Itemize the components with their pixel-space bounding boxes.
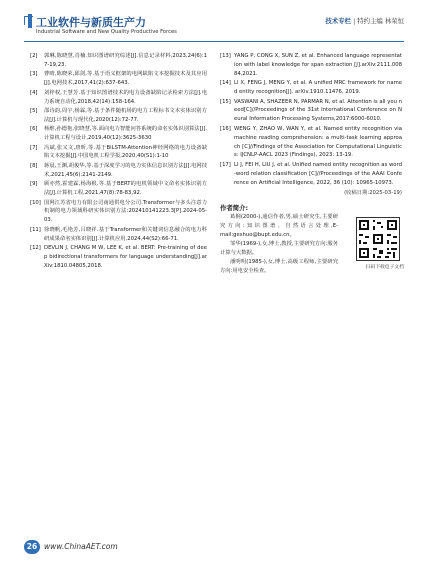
reference-number: [15] (220, 98, 231, 105)
author-bio: 潘明明(1985-),女,博士,高级工程师,主要研究方向:用电安全检查。 (220, 258, 338, 274)
author-section-title: 作者简介: (220, 203, 249, 212)
reference-number: [14] (220, 80, 231, 87)
reference-number: [13] (220, 53, 231, 59)
header-right (326, 16, 404, 25)
reference-text: 顾亦然,霍建霖,杨海根,等.基于BERT的电机领域中文命名实体识别方法[J].计算机工程,2021,47(8):78-83,92. (44, 181, 207, 197)
reference-item (220, 79, 402, 97)
received-date: (收稿日期:2025-03-19) (344, 189, 402, 196)
reference-item (220, 125, 402, 161)
header-rule (24, 41, 404, 42)
reference-item (30, 70, 207, 88)
reference-item (30, 226, 207, 244)
author-bio: 邹华(1969-),女,博士,教授,主要研究方向:服务计算与大数据。 (220, 240, 338, 256)
reference-text: LI X, FENG J, MENG Y, et al. A unified MRC framework for named entity recognition[J]. arXiv.1910.11476, 2019. (234, 80, 402, 96)
reference-text: WENG Y, ZHAO W, WAN Y, et al. Named entity recognition via machine reading comprehension: a multi-task learning approach [C]//Findings of the Association for Computational Linguistics: IJCNLP-AACL 2023 (Findings), 2023: 13-19. (234, 125, 402, 159)
reference-number: [12] (30, 245, 41, 252)
column-title: 工业软件与新质生产力 (36, 16, 146, 29)
reference-number: [7] (30, 144, 38, 151)
reference-item (30, 89, 207, 107)
reference-number: [11] (30, 226, 41, 233)
reference-number: [4] (30, 89, 38, 96)
reference-text: 国网江苏省电力有限公司南通供电分公司.Transformer与多头注意力机制的电力领域科研实体识别方法:202410141223.3[P].2024-05-03. (44, 199, 207, 224)
reference-item (30, 162, 207, 180)
reference-item (30, 107, 207, 125)
reference-item (220, 98, 402, 125)
reference-number: [9] (30, 181, 38, 188)
reference-number: [3] (30, 71, 38, 78)
author-bios (220, 213, 338, 276)
qr-code-icon[interactable] (356, 217, 400, 261)
qr-caption: 扫码下载电子文档 (365, 264, 404, 270)
reference-number: [2] (30, 53, 38, 59)
reference-text: 冯斌,张又文,唐昕,等.基于BiLSTM-Attention神经网络的电力设备缺陷文本挖掘[J].中国电机工程学报,2020,40(S1):1-10 (44, 144, 207, 160)
column-subtitle: Industrial Software and New Quality Productive Forces (36, 29, 177, 35)
reference-text: DEVLIN J, CHANG M W, LEE K, et al. BERT: Pre-training of deep bidirectional transformers for language understanding[J].arXiv:1810.04805,2018. (44, 245, 207, 269)
reference-text: 蒋晨,王渊,胡俊华,等.基于深度学习的电力实体信息识别方法[J].电网技术,2021,45(6):2141-2149. (44, 162, 207, 178)
reference-text: 刘梓权,王慧芳.基于知识图谱技术的电力设备缺陷记录检索方法[J].电力系统自动化,2018,42(14):158-164. (44, 89, 207, 105)
reference-number: [8] (30, 162, 38, 169)
reference-item (30, 125, 207, 143)
column-name: 技术专栏 (325, 17, 352, 25)
references-right-column (220, 52, 402, 276)
reference-text: YANG P, CONG X, SUN Z, et al. Enhanced language representation with label knowledge for span extraction [J].arXiv:2111.00884,2021. (234, 53, 402, 77)
reference-number: [16] (220, 125, 231, 132)
reference-item (30, 144, 207, 162)
reference-item (220, 52, 402, 79)
reference-item (30, 199, 207, 226)
author-section (220, 213, 402, 276)
reference-number: [6] (30, 126, 38, 133)
page-header (24, 14, 404, 48)
reference-item (30, 180, 207, 198)
reference-number: [10] (30, 199, 41, 206)
reference-text: 郭琳,陈晓慧,肖楠.知识图谱研究综述[J].信息记录材料,2023,24(6):17-19,23. (44, 53, 207, 68)
reference-text: VASWANI A, SHAZEER N, PARMAR N, et al. Attention is all you need[C]//Proceedings of the 31st International Conference on Neural Information Processing Systems,2017:6000-6010. (234, 98, 402, 123)
header-separator: | (353, 17, 356, 25)
reference-text: LI J, FEI H, LIU J, et al. Unified named entity recognition as word-word relation classification [C]//Proceedings of the AAAI Conference on Artificial Intelligence, 2022, 36 (10): 10965-10973. (234, 161, 402, 186)
reference-text: 杨维,孙德艳,张晓慧,等.面向电力智能问答系统的命名实体识别算法[J].计算机工程与设计,2019,40(12):3625-3630 (44, 126, 207, 142)
page-footer (24, 540, 404, 560)
header-accent-bar (28, 14, 32, 28)
reference-number: [5] (30, 107, 38, 114)
reference-item (30, 244, 207, 271)
journal-website-link[interactable]: www.ChinaAET.com (44, 542, 118, 551)
page-number: 26 (24, 540, 40, 554)
reference-text: 曹晴,陈晓荣,邱剑,等.基于语义框架的电网缺陷文本挖掘技术及其应用[J].电网技术,2017,41(2):637-643. (44, 71, 207, 87)
reference-text: 邵诗韵,周宇,杨霖,等.基于条件随机场的电力工程标书文本实体识别方法[J].计算机与现代化,2020(12):72-77. (44, 107, 207, 123)
reference-item (30, 52, 207, 70)
reference-number: [17] (220, 161, 231, 168)
guest-editor: 特约主编 林荣恒 (357, 17, 404, 25)
reference-text: 徐晓帆,毛艳芳,吕晓祥.基于Transformer和关键词信息融合的电力科研成果命名实体识别[J].计算机应用,2024,44(S2):66-71. (44, 226, 207, 242)
reference-item (220, 161, 402, 188)
references-left-column (30, 52, 207, 271)
author-bio: 葛桐(2000-),通信作者,男,硕士研究生,主要研究方向:知识图谱、自然语言处理,E-mail:geshuo@bupt.edu.cn。 (220, 213, 338, 238)
